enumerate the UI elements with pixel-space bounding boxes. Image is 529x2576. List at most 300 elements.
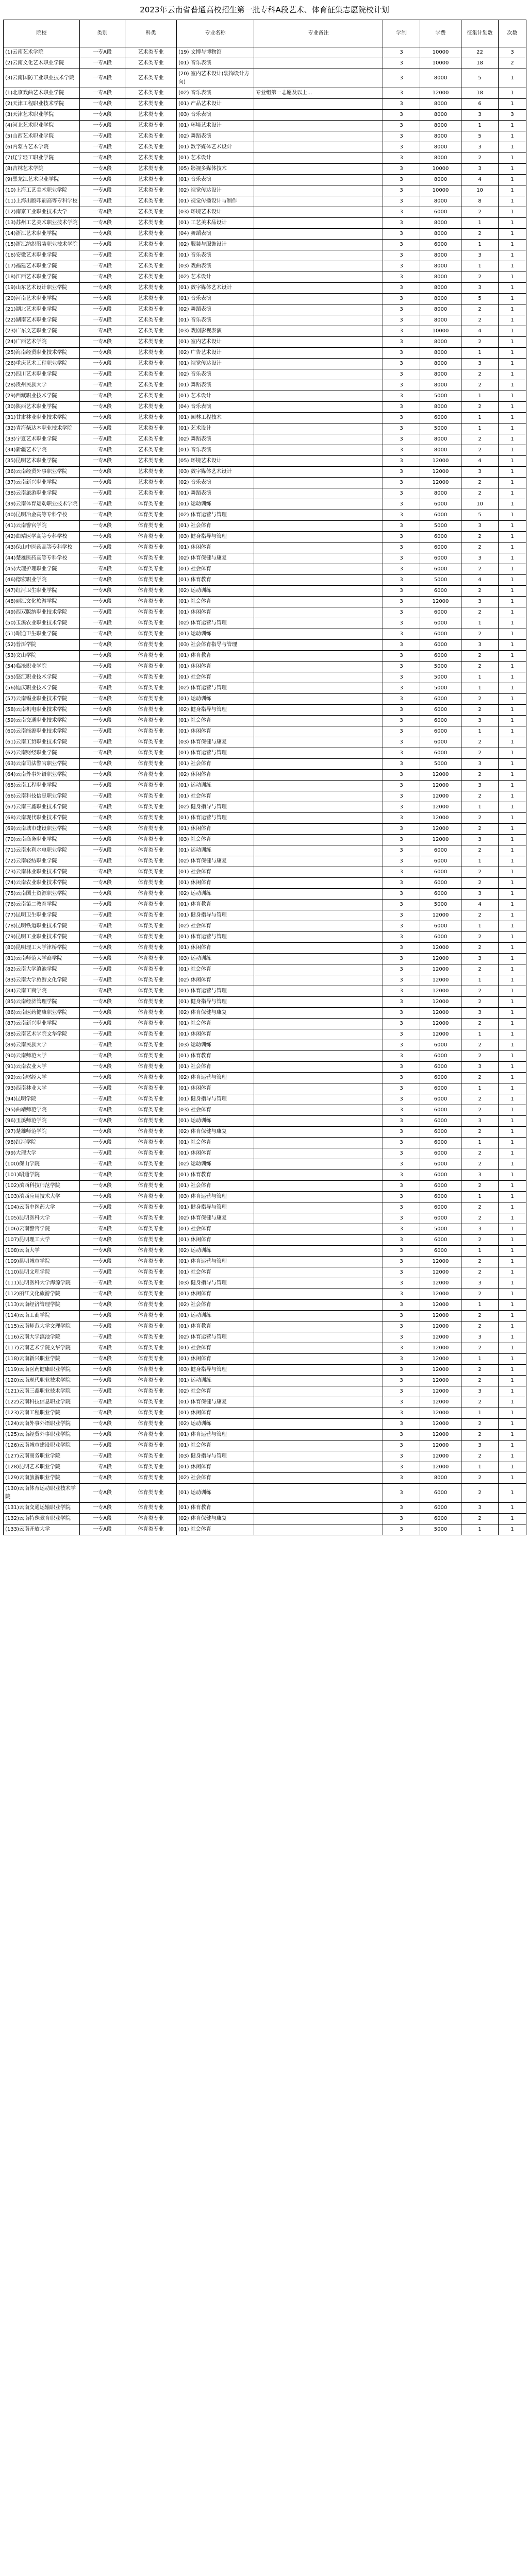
years-cell: 3 xyxy=(383,58,420,69)
category-cell: 艺术类专业 xyxy=(125,337,177,348)
remark-cell xyxy=(254,478,383,488)
batch-cell: 一专A段 xyxy=(80,921,125,932)
batch-cell: 一专A段 xyxy=(80,294,125,304)
years-cell: 3 xyxy=(383,315,420,326)
school-cell: (74)云南农业职业技术学院 xyxy=(4,878,80,889)
count-cell: 1 xyxy=(499,1365,526,1376)
plan-cell: 2 xyxy=(461,964,499,975)
plan-cell: 3 xyxy=(461,250,499,261)
count-cell: 1 xyxy=(499,488,526,499)
major-cell: (02) 健身指导与管理 xyxy=(177,802,254,813)
fee-cell: 8000 xyxy=(420,99,461,110)
category-cell: 艺术类专业 xyxy=(125,434,177,445)
years-cell: 3 xyxy=(383,1462,420,1473)
count-cell: 1 xyxy=(499,564,526,575)
school-cell: (91)云南农业大学 xyxy=(4,1062,80,1073)
plan-cell: 3 xyxy=(461,781,499,791)
remark-cell xyxy=(254,1062,383,1073)
remark-cell xyxy=(254,413,383,423)
table-row xyxy=(4,564,526,575)
count-cell: 1 xyxy=(499,1138,526,1148)
remark-cell xyxy=(254,1127,383,1138)
count-cell: 1 xyxy=(499,672,526,683)
years-cell: 3 xyxy=(383,651,420,662)
years-cell: 3 xyxy=(383,521,420,532)
remark-cell xyxy=(254,315,383,326)
remark-cell xyxy=(254,359,383,369)
category-cell: 体育类专业 xyxy=(125,1408,177,1419)
remark-cell xyxy=(254,1116,383,1127)
plan-cell: 3 xyxy=(461,1008,499,1019)
major-cell: (01) 音乐表演 xyxy=(177,315,254,326)
major-cell: (02) 社会体育 xyxy=(177,921,254,932)
fee-cell: 10000 xyxy=(420,164,461,175)
plan-cell: 2 xyxy=(461,315,499,326)
fee-cell: 6000 xyxy=(420,413,461,423)
count-cell: 1 xyxy=(499,272,526,283)
years-cell: 3 xyxy=(383,1073,420,1083)
school-cell: (4)河北艺术职业学院 xyxy=(4,121,80,131)
batch-cell: 一专A段 xyxy=(80,272,125,283)
plan-cell: 2 xyxy=(461,1473,499,1484)
plan-cell: 2 xyxy=(461,1257,499,1267)
remark-cell xyxy=(254,229,383,240)
batch-cell: 一专A段 xyxy=(80,878,125,889)
major-cell: (01) 园林工程技术 xyxy=(177,413,254,423)
count-cell: 1 xyxy=(499,164,526,175)
category-cell: 艺术类专业 xyxy=(125,326,177,337)
school-cell: (67)云南三鑫职业技术学院 xyxy=(4,802,80,813)
table-row xyxy=(4,348,526,359)
plan-cell: 2 xyxy=(461,1397,499,1408)
major-cell: (01) 社会体育 xyxy=(177,1524,254,1535)
table-row xyxy=(4,510,526,521)
batch-cell: 一专A段 xyxy=(80,69,125,88)
count-cell: 3 xyxy=(499,110,526,121)
batch-cell: 一专A段 xyxy=(80,1289,125,1300)
plan-cell: 3 xyxy=(461,1332,499,1343)
category-cell: 艺术类专业 xyxy=(125,99,177,110)
count-cell: 1 xyxy=(499,1451,526,1462)
years-cell: 3 xyxy=(383,1019,420,1029)
category-cell: 体育类专业 xyxy=(125,1105,177,1116)
plan-cell: 2 xyxy=(461,845,499,856)
batch-cell: 一专A段 xyxy=(80,1105,125,1116)
remark-cell xyxy=(254,553,383,564)
major-cell: (01) 健身指导与管理 xyxy=(177,1094,254,1105)
category-cell: 体育类专业 xyxy=(125,683,177,694)
years-cell: 3 xyxy=(383,672,420,683)
count-cell: 1 xyxy=(499,1484,526,1503)
plan-cell: 4 xyxy=(461,456,499,467)
category-cell: 艺术类专业 xyxy=(125,467,177,478)
remark-cell xyxy=(254,770,383,781)
category-cell: 艺术类专业 xyxy=(125,88,177,99)
count-cell: 1 xyxy=(499,1202,526,1213)
count-cell: 1 xyxy=(499,380,526,391)
major-cell: (01) 健身指导与管理 xyxy=(177,997,254,1008)
years-cell: 3 xyxy=(383,770,420,781)
major-cell: (02) 舞蹈表演 xyxy=(177,131,254,142)
years-cell: 3 xyxy=(383,1343,420,1354)
category-cell: 体育类专业 xyxy=(125,1343,177,1354)
category-cell: 体育类专业 xyxy=(125,1376,177,1386)
category-cell: 艺术类专业 xyxy=(125,369,177,380)
years-cell: 3 xyxy=(383,1062,420,1073)
fee-cell: 12000 xyxy=(420,1408,461,1419)
batch-cell: 一专A段 xyxy=(80,402,125,413)
batch-cell: 一专A段 xyxy=(80,423,125,434)
fee-cell: 12000 xyxy=(420,986,461,997)
plan-cell: 2 xyxy=(461,1051,499,1062)
category-cell: 艺术类专业 xyxy=(125,423,177,434)
years-cell: 3 xyxy=(383,1440,420,1451)
category-cell: 体育类专业 xyxy=(125,1019,177,1029)
remark-cell xyxy=(254,662,383,672)
batch-cell: 一专A段 xyxy=(80,391,125,402)
major-cell: (02) 舞蹈表演 xyxy=(177,434,254,445)
plan-cell: 2 xyxy=(461,586,499,597)
years-cell: 3 xyxy=(383,1029,420,1040)
school-cell: (82)云南大学滇池学院 xyxy=(4,964,80,975)
years-cell: 3 xyxy=(383,1514,420,1524)
school-cell: (87)云南新兴职业学院 xyxy=(4,1019,80,1029)
school-cell: (111)昆明医科大学海源学院 xyxy=(4,1278,80,1289)
plan-cell: 1 xyxy=(461,348,499,359)
remark-cell xyxy=(254,207,383,218)
count-cell: 1 xyxy=(499,932,526,943)
fee-cell: 6000 xyxy=(420,748,461,759)
years-cell: 3 xyxy=(383,1257,420,1267)
count-cell: 1 xyxy=(499,856,526,867)
school-cell: (41)云南警官学院 xyxy=(4,521,80,532)
remark-cell xyxy=(254,889,383,900)
category-cell: 体育类专业 xyxy=(125,781,177,791)
count-cell: 1 xyxy=(499,781,526,791)
plan-cell: 2 xyxy=(461,694,499,705)
category-cell: 体育类专业 xyxy=(125,1267,177,1278)
table-row xyxy=(4,1062,526,1073)
major-cell: (02) 运动训练 xyxy=(177,1419,254,1430)
major-cell: (02) 运动训练 xyxy=(177,1246,254,1257)
fee-cell: 8000 xyxy=(420,369,461,380)
plan-cell: 2 xyxy=(461,488,499,499)
plan-cell: 1 xyxy=(461,1083,499,1094)
count-cell: 1 xyxy=(499,1062,526,1073)
fee-cell: 6000 xyxy=(420,1105,461,1116)
remark-cell xyxy=(254,1105,383,1116)
category-cell: 体育类专业 xyxy=(125,607,177,618)
school-cell: (19)山东艺术设计职业学院 xyxy=(4,283,80,294)
category-cell: 艺术类专业 xyxy=(125,402,177,413)
table-row xyxy=(4,315,526,326)
count-cell: 1 xyxy=(499,607,526,618)
category-cell: 艺术类专业 xyxy=(125,164,177,175)
count-cell: 1 xyxy=(499,250,526,261)
batch-cell: 一专A段 xyxy=(80,1116,125,1127)
years-cell: 3 xyxy=(383,1419,420,1430)
remark-cell xyxy=(254,607,383,618)
plan-cell: 2 xyxy=(461,1419,499,1430)
school-cell: (5)山西艺术职业学院 xyxy=(4,131,80,142)
fee-cell: 10000 xyxy=(420,58,461,69)
batch-cell: 一专A段 xyxy=(80,910,125,921)
count-cell: 1 xyxy=(499,748,526,759)
years-cell: 3 xyxy=(383,954,420,964)
remark-cell xyxy=(254,716,383,726)
fee-cell: 12000 xyxy=(420,791,461,802)
count-cell: 1 xyxy=(499,499,526,510)
remark-cell xyxy=(254,845,383,856)
major-cell: (02) 体育运营与管理 xyxy=(177,1073,254,1083)
plan-cell: 4 xyxy=(461,575,499,586)
fee-cell: 6000 xyxy=(420,1040,461,1051)
batch-cell: 一专A段 xyxy=(80,1246,125,1257)
count-cell: 1 xyxy=(499,1289,526,1300)
remark-cell xyxy=(254,131,383,142)
school-cell: (31)甘肃林业职业技术学院 xyxy=(4,413,80,423)
remark-cell xyxy=(254,1343,383,1354)
fee-cell: 8000 xyxy=(420,175,461,185)
school-cell: (14)浙江艺术职业学院 xyxy=(4,229,80,240)
batch-cell: 一专A段 xyxy=(80,99,125,110)
batch-cell: 一专A段 xyxy=(80,1343,125,1354)
count-cell: 1 xyxy=(499,651,526,662)
remark-cell xyxy=(254,402,383,413)
major-cell: (01) 社会体育 xyxy=(177,672,254,683)
years-cell: 3 xyxy=(383,121,420,131)
category-cell: 体育类专业 xyxy=(125,1008,177,1019)
plan-cell: 1 xyxy=(461,1524,499,1535)
count-cell: 1 xyxy=(499,402,526,413)
table-row xyxy=(4,1473,526,1484)
table-row xyxy=(4,283,526,294)
school-cell: (47)红河卫生职业学院 xyxy=(4,586,80,597)
category-cell: 体育类专业 xyxy=(125,1094,177,1105)
remark-cell xyxy=(254,1159,383,1170)
major-cell: (01) 休闲体育 xyxy=(177,726,254,737)
page-title: 2023年云南省普通高校招生第一批专科A段艺术、体育征集志愿院校计划 xyxy=(140,5,389,14)
school-cell: (3)天津艺术职业学院 xyxy=(4,110,80,121)
major-cell: (03) 健身指导与管理 xyxy=(177,532,254,543)
fee-cell: 8000 xyxy=(420,283,461,294)
batch-cell: 一专A段 xyxy=(80,434,125,445)
plan-cell: 2 xyxy=(461,986,499,997)
category-cell: 艺术类专业 xyxy=(125,391,177,402)
table-row xyxy=(4,1127,526,1138)
fee-cell: 6000 xyxy=(420,932,461,943)
category-cell: 体育类专业 xyxy=(125,597,177,607)
major-cell: (01) 社会体育 xyxy=(177,759,254,770)
table-row xyxy=(4,1213,526,1224)
category-cell: 体育类专业 xyxy=(125,1257,177,1267)
count-cell: 1 xyxy=(499,142,526,153)
category-cell: 体育类专业 xyxy=(125,1138,177,1148)
major-cell: (01) 体育教育 xyxy=(177,575,254,586)
major-cell: (01) 音乐表演 xyxy=(177,175,254,185)
years-cell: 3 xyxy=(383,207,420,218)
fee-cell: 12000 xyxy=(420,1278,461,1289)
table-row xyxy=(4,1430,526,1440)
major-cell: (01) 体育运营与管理 xyxy=(177,813,254,824)
count-cell: 1 xyxy=(499,261,526,272)
remark-cell xyxy=(254,781,383,791)
school-cell: (37)云南新兴职业学院 xyxy=(4,478,80,488)
count-cell: 1 xyxy=(499,1181,526,1192)
count-cell: 1 xyxy=(499,597,526,607)
fee-cell: 6000 xyxy=(420,1138,461,1148)
table-row xyxy=(4,867,526,878)
plan-cell: 2 xyxy=(461,997,499,1008)
remark-cell xyxy=(254,575,383,586)
remark-cell xyxy=(254,705,383,716)
count-cell: 1 xyxy=(499,845,526,856)
count-cell: 1 xyxy=(499,662,526,672)
table-row xyxy=(4,434,526,445)
school-cell: (68)云南现代职业技术学院 xyxy=(4,813,80,824)
category-cell: 体育类专业 xyxy=(125,824,177,835)
count-cell: 1 xyxy=(499,315,526,326)
fee-cell: 5000 xyxy=(420,759,461,770)
remark-cell xyxy=(254,726,383,737)
school-cell: (128)昆明艺术职业学院 xyxy=(4,1462,80,1473)
batch-cell: 一专A段 xyxy=(80,521,125,532)
school-cell: (117)云南艺术学院文华学院 xyxy=(4,1343,80,1354)
school-cell: (84)云南工商学院 xyxy=(4,986,80,997)
batch-cell: 一专A段 xyxy=(80,218,125,229)
count-cell: 1 xyxy=(499,1029,526,1040)
remark-cell xyxy=(254,69,383,88)
school-cell: (30)陕西艺术职业学院 xyxy=(4,402,80,413)
fee-cell: 12000 xyxy=(420,1376,461,1386)
school-cell: (120)云南现代职业技术学院 xyxy=(4,1376,80,1386)
table-row xyxy=(4,1159,526,1170)
batch-cell: 一专A段 xyxy=(80,1170,125,1181)
plan-cell: 3 xyxy=(461,359,499,369)
major-cell: (05) 环境艺术设计 xyxy=(177,456,254,467)
plan-cell: 2 xyxy=(461,207,499,218)
table-row xyxy=(4,964,526,975)
table-row xyxy=(4,1514,526,1524)
remark-cell xyxy=(254,1376,383,1386)
plan-cell: 1 xyxy=(461,1192,499,1202)
batch-cell: 一专A段 xyxy=(80,380,125,391)
school-cell: (100)保山学院 xyxy=(4,1159,80,1170)
count-cell: 1 xyxy=(499,326,526,337)
major-cell: (03) 体育保健与康复 xyxy=(177,737,254,748)
school-cell: (59)云南交通职业技术学院 xyxy=(4,716,80,726)
count-cell: 1 xyxy=(499,867,526,878)
fee-cell: 6000 xyxy=(420,207,461,218)
major-cell: (01) 社会体育 xyxy=(177,1440,254,1451)
years-cell: 3 xyxy=(383,1246,420,1257)
plan-cell: 5 xyxy=(461,131,499,142)
fee-cell: 6000 xyxy=(420,1202,461,1213)
years-cell: 3 xyxy=(383,900,420,910)
table-row xyxy=(4,467,526,478)
remark-cell xyxy=(254,802,383,813)
years-cell: 3 xyxy=(383,240,420,250)
batch-cell: 一专A段 xyxy=(80,164,125,175)
major-cell: (02) 体育保健与康复 xyxy=(177,1008,254,1019)
fee-cell: 6000 xyxy=(420,737,461,748)
table-row xyxy=(4,759,526,770)
category-cell: 艺术类专业 xyxy=(125,261,177,272)
batch-cell: 一专A段 xyxy=(80,997,125,1008)
fee-cell: 12000 xyxy=(420,478,461,488)
category-cell: 体育类专业 xyxy=(125,1278,177,1289)
batch-cell: 一专A段 xyxy=(80,1213,125,1224)
fee-cell: 6000 xyxy=(420,532,461,543)
remark-cell xyxy=(254,99,383,110)
category-cell: 体育类专业 xyxy=(125,1451,177,1462)
table-row xyxy=(4,499,526,510)
major-cell: (02) 休闲体育 xyxy=(177,975,254,986)
major-cell: (01) 运动训练 xyxy=(177,781,254,791)
major-cell: (03) 环境艺术设计 xyxy=(177,207,254,218)
batch-cell: 一专A段 xyxy=(80,1224,125,1235)
school-cell: (2)天津工程职业技术学院 xyxy=(4,99,80,110)
plan-cell: 4 xyxy=(461,175,499,185)
batch-cell: 一专A段 xyxy=(80,1062,125,1073)
count-cell: 1 xyxy=(499,1116,526,1127)
category-cell: 体育类专业 xyxy=(125,1127,177,1138)
batch-cell: 一专A段 xyxy=(80,662,125,672)
years-cell: 3 xyxy=(383,131,420,142)
years-cell: 3 xyxy=(383,564,420,575)
count-cell: 1 xyxy=(499,1267,526,1278)
category-cell: 体育类专业 xyxy=(125,1181,177,1192)
count-cell: 1 xyxy=(499,835,526,845)
major-cell: (02) 社会体育 xyxy=(177,1300,254,1311)
plan-cell: 1 xyxy=(461,975,499,986)
count-cell: 1 xyxy=(499,997,526,1008)
remark-cell xyxy=(254,164,383,175)
count-cell: 1 xyxy=(499,1300,526,1311)
fee-cell: 6000 xyxy=(420,1246,461,1257)
years-cell: 3 xyxy=(383,1213,420,1224)
fee-cell: 12000 xyxy=(420,770,461,781)
batch-cell: 一专A段 xyxy=(80,47,125,58)
school-cell: (49)西双版纳职业技术学院 xyxy=(4,607,80,618)
major-cell: (01) 体育教育 xyxy=(177,1170,254,1181)
col-fee-header: 学费 xyxy=(420,20,461,47)
remark-cell xyxy=(254,1019,383,1029)
table-row xyxy=(4,478,526,488)
major-cell: (01) 社会体育 xyxy=(177,791,254,802)
batch-cell: 一专A段 xyxy=(80,813,125,824)
col-batch-header: 类别 xyxy=(80,20,125,47)
years-cell: 3 xyxy=(383,824,420,835)
years-cell: 3 xyxy=(383,1473,420,1484)
years-cell: 3 xyxy=(383,932,420,943)
remark-cell xyxy=(254,1462,383,1473)
table-row xyxy=(4,943,526,954)
batch-cell: 一专A段 xyxy=(80,1181,125,1192)
school-cell: (8)吉林艺术学院 xyxy=(4,164,80,175)
table-row xyxy=(4,1386,526,1397)
plan-cell: 2 xyxy=(461,1105,499,1116)
table-row xyxy=(4,770,526,781)
count-cell: 1 xyxy=(499,1040,526,1051)
table-row xyxy=(4,1148,526,1159)
plan-cell: 1 xyxy=(461,1462,499,1473)
plan-cell: 1 xyxy=(461,261,499,272)
years-cell: 3 xyxy=(383,359,420,369)
fee-cell: 6000 xyxy=(420,651,461,662)
fee-cell: 12000 xyxy=(420,964,461,975)
count-cell: 1 xyxy=(499,1094,526,1105)
